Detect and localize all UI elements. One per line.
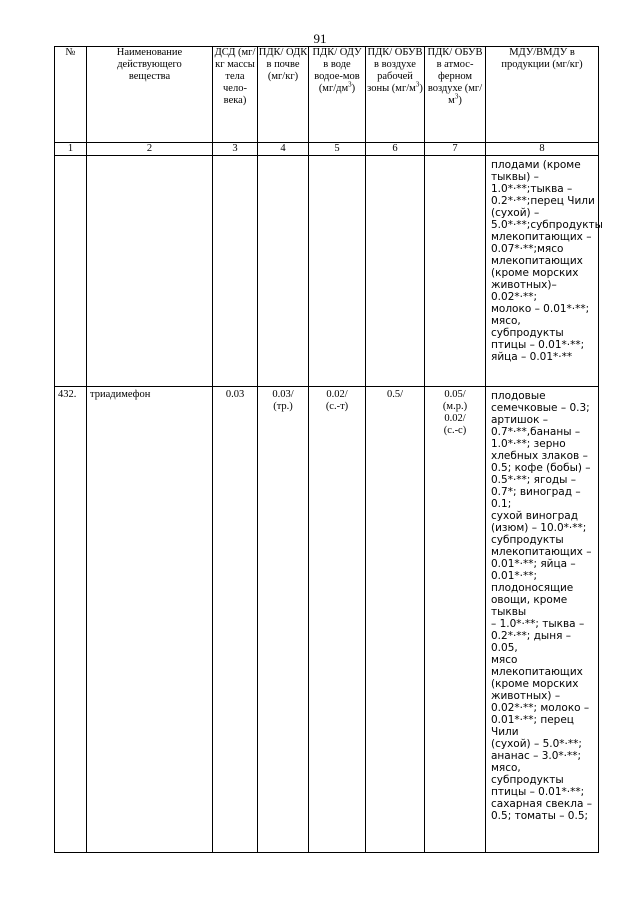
- atm-air-value: 0.05/ (м.р.) 0.02/ (с.-с): [425, 387, 486, 853]
- column-number: 7: [425, 143, 486, 156]
- water-value: 0.02/ (с.-т): [309, 387, 366, 853]
- atm-air-value: [425, 156, 486, 387]
- soil-value: 0.03/ (тр.): [258, 387, 309, 853]
- header-substance-name: Наименование действующего вещества: [87, 47, 213, 143]
- header-products: МДУ/ВМДУ в продукции (мг/кг): [486, 47, 599, 143]
- header-work-air: ПДК/ ОБУВ в воздухе рабочей зоны $(мг/м^3)$: [366, 47, 425, 143]
- work-air-value: 0.5/: [366, 387, 425, 853]
- column-number: 4: [258, 143, 309, 156]
- substance-name: триадимефон: [87, 387, 213, 853]
- table-row: [55, 156, 599, 387]
- header-soil: ПДК/ ОДК в почве (мг/кг): [258, 47, 309, 143]
- products-value: плодами (кроме тыквы) – 1.0*·**;тыква – 0.2*·**;перец Чили (сухой) – 5.0*·**;субпродукты млекопитающих – 0.07*·**;мясо млекопитающих (кроме морских животных)– 0.02*·**; молоко – 0.01*·**; мясо, субпродукты птицы – 0.01*·**; яйца – 0.01*·**: [486, 156, 599, 387]
- substance-name: [87, 156, 213, 387]
- column-number: 2: [87, 143, 213, 156]
- substances-table: [54, 46, 603, 853]
- header-dsd: ДСД (мг/кг массы тела чело-века): [213, 47, 258, 143]
- products-value: плодовые семечковые – 0.3; артишок – 0.7*·**,бананы – 1.0*·**; зерно хлебных злаков – 0.5; кофе (бобы) – 0.5*·**; ягоды – 0.7*; виноград – 0.1; сухой виноград (изюм) – 10.0*·**; субпродукты млекопитающих – 0.01*·**; яйца – 0.01*·**; плодоносящие овощи, кроме тыквы – 1.0*·**; тыква – 0.2*·**; дыня – 0.05, мясо млекопитающих (кроме морских животных) – 0.02*·**; молоко – 0.01*·**; перец Чили (сухой) – 5.0*·**; ананас – 3.0*·**; мясо, субпродукты птицы – 0.01*·**; сахарная свекла – 0.5; томаты – 0.5;: [486, 387, 599, 853]
- table-row: [55, 387, 599, 853]
- row-number: 432.: [55, 387, 87, 853]
- column-number: 8: [486, 143, 599, 156]
- dsd-value: [213, 156, 258, 387]
- column-number: 5: [309, 143, 366, 156]
- column-number: 6: [366, 143, 425, 156]
- header-atm-air: ПДК/ ОБУВ в атмос-ферном воздухе $(мг/м^3)$: [425, 47, 486, 143]
- table-header-row: [55, 47, 599, 143]
- column-number-row: [55, 143, 599, 156]
- work-air-value: [366, 156, 425, 387]
- soil-value: [258, 156, 309, 387]
- row-number: [55, 156, 87, 387]
- column-number: 1: [55, 143, 87, 156]
- page-number: 91: [313, 31, 327, 46]
- column-number: 3: [213, 143, 258, 156]
- water-value: [309, 156, 366, 387]
- header-water: ПДК/ ОДУ в воде водое-мов $(мг/дм^3)$: [309, 47, 366, 143]
- dsd-value: 0.03: [213, 387, 258, 853]
- header-number: №: [55, 47, 87, 143]
